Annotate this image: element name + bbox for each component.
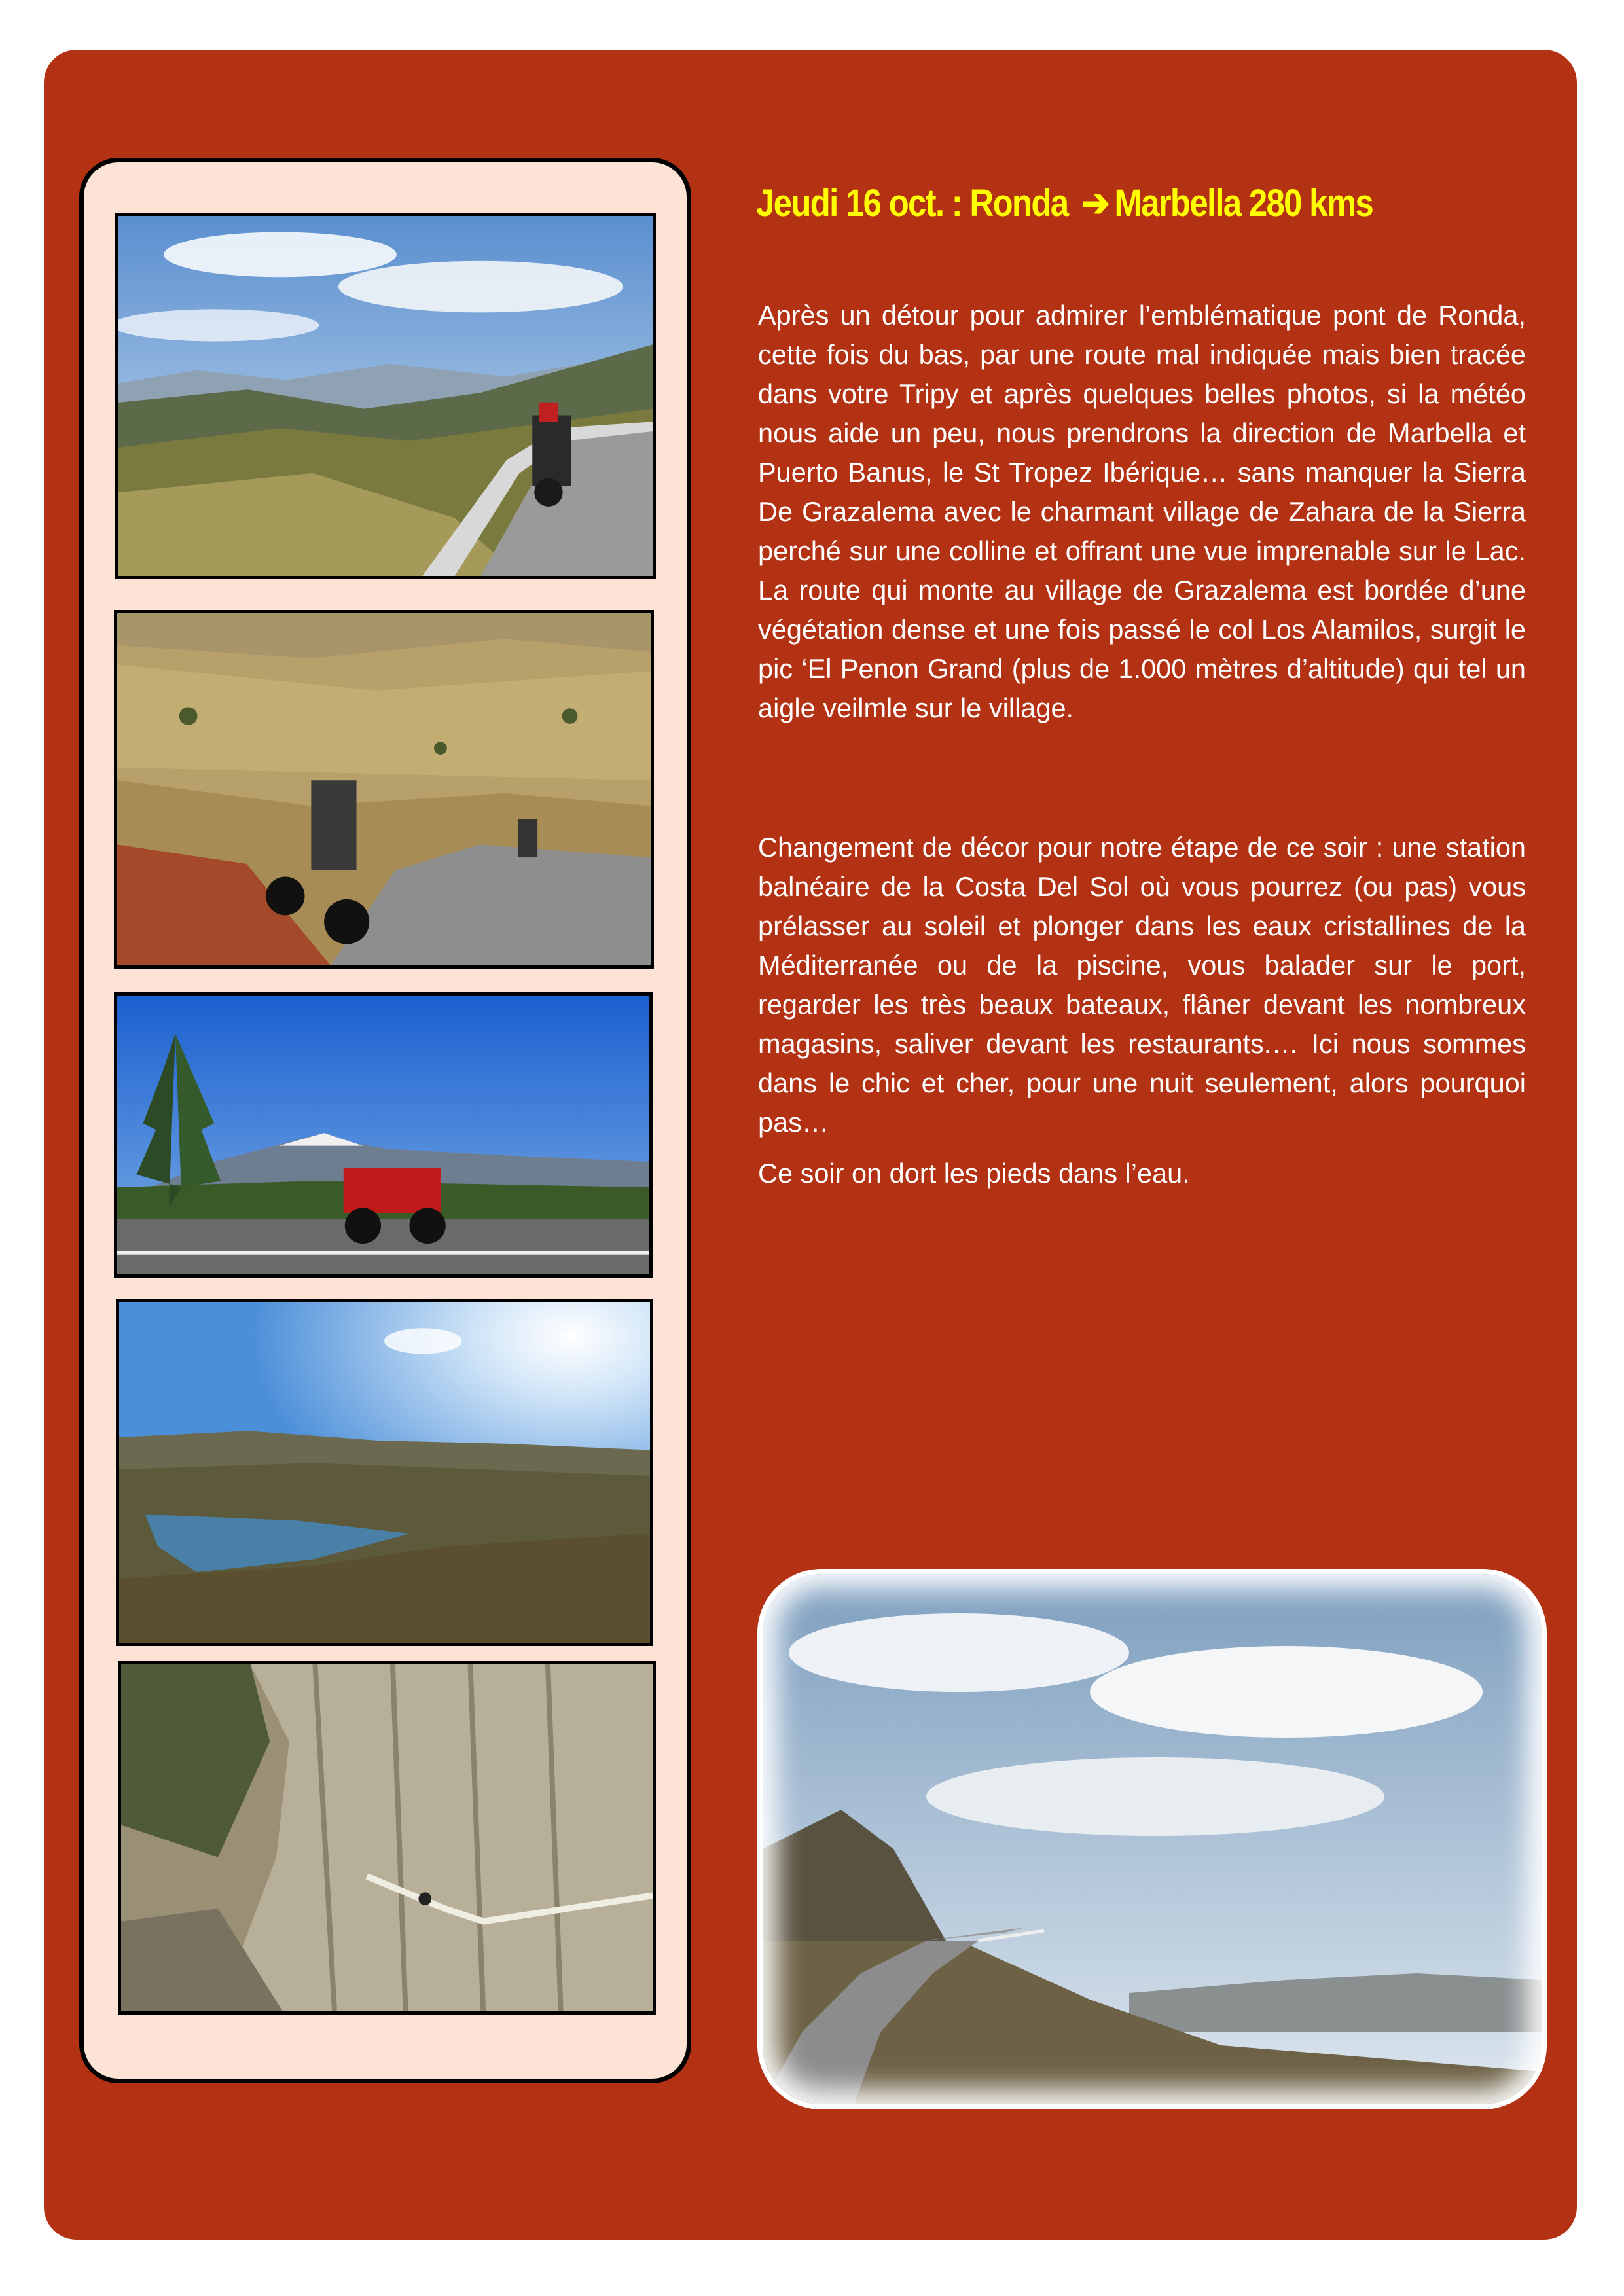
paragraph-marbella: Changement de décor pour notre étape de ce soir : une station balnéaire de la Costa Del Sol où vous pourrez (ou pas) vous prélasser au soleil et plonger dans les eaux cristallines de la Méditerranée ou de la piscine, vous balader sur le port, regarder les très beaux bateaux, flâner devant les nombreux magasins, saliver devant les restaurants.… Ici nous sommes dans le chic et cher, pour une nuit seulement, alors pourquoi pas…: [758, 832, 1526, 1138]
photo-mountain-road-motorcycle: [115, 213, 656, 579]
photo-vignette: [763, 1574, 1542, 2104]
photo-winding-road-framed: [763, 1574, 1542, 2104]
photo-lake-hills: [116, 1299, 653, 1646]
title-route-end: Marbella 280 kms: [1114, 182, 1373, 224]
photo-riders-dry-hills: [114, 610, 654, 969]
page-title: [756, 181, 1373, 225]
title-route-start: Jeudi 16 oct. : Ronda: [756, 182, 1068, 224]
paragraph-evening: Ce soir on dort les pieds dans l’eau.: [758, 1158, 1190, 1189]
paragraph-itinerary: Après un détour pour admirer l’emblématique pont de Ronda, cette fois du bas, par une route mal indiquée mais bien tracée dans votre Tripy et après quelques belles photos, si la météo nous aide un peu, nous prendrons la direction de Marbella et Puerto Banus, le St Tropez Ibérique… sans manquer la Sierra De Grazalema avec le charmant village de Zahara de la Sierra perché sur une colline et offrant une vue imprenable sur le Lac. La route qui monte au village de Grazalema est bordée d’une végétation dense et une fois passé le col Los Alamilos, surgit le pic ‘El Penon Grand (plus de 1.000 mètres d’altitude) qui tel un aigle veilmle sur le village.: [758, 300, 1526, 723]
photo-cliff-walkway: [118, 1661, 656, 2015]
arrow-right-icon: ➔: [1081, 182, 1109, 224]
photo-red-motorcycle-pine: [114, 992, 653, 1278]
